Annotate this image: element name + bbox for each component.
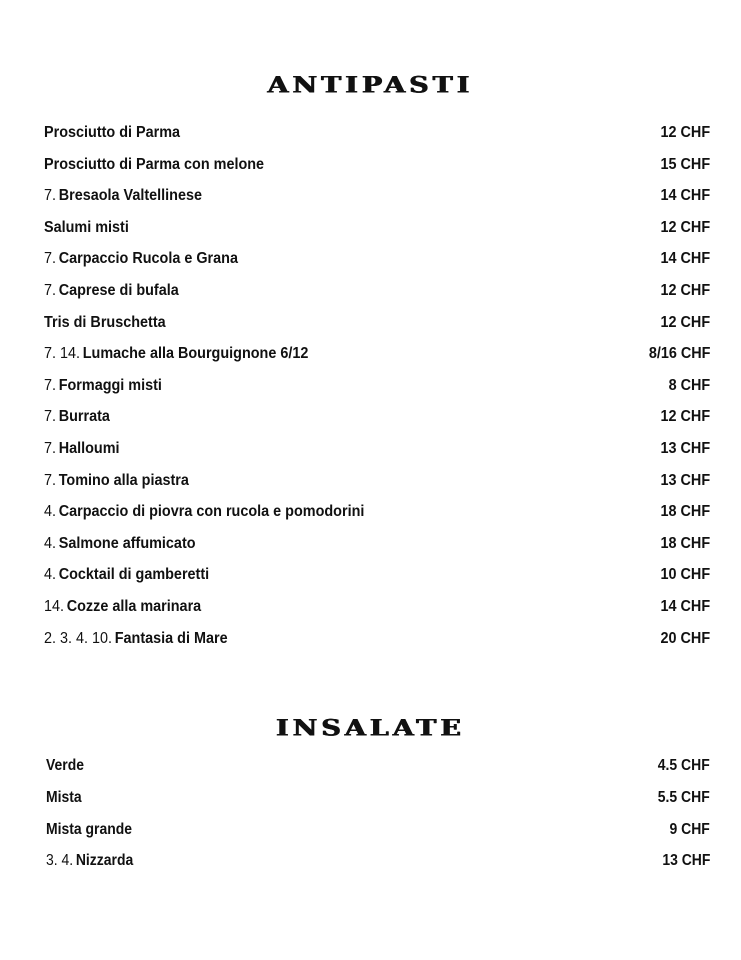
allergen-codes: 7. — [44, 439, 57, 457]
item-name-wrapper — [44, 598, 201, 616]
menu-item — [44, 219, 710, 251]
menu-item — [44, 282, 710, 314]
allergen-codes: 7. — [44, 471, 57, 489]
menu-item — [44, 598, 710, 630]
allergen-codes: 4. — [44, 566, 57, 584]
item-name-wrapper — [44, 282, 179, 300]
dish-price: 15 CHF — [660, 155, 710, 173]
menu-item — [46, 852, 710, 884]
dish-name: Carpaccio di piovra con rucola e pomodorini — [58, 503, 365, 521]
dish-name: Carpaccio Rucola e Grana — [58, 250, 238, 268]
menu-item — [44, 408, 710, 440]
menu-item — [46, 821, 710, 853]
allergen-codes: 3. 4. — [46, 852, 74, 870]
item-name-wrapper — [46, 821, 132, 839]
allergen-codes: 4. — [44, 534, 57, 552]
dish-price: 12 CHF — [660, 313, 710, 331]
allergen-codes: 2. 3. 4. 10. — [44, 629, 113, 647]
menu-item — [44, 345, 710, 377]
dish-name: Tomino alla piastra — [58, 471, 189, 489]
allergen-codes: 4. — [44, 503, 57, 521]
dish-price: 10 CHF — [660, 566, 710, 584]
dish-price: 20 CHF — [660, 629, 710, 647]
menu-item — [46, 757, 710, 789]
dish-price: 4.5 CHF — [658, 757, 710, 774]
insalate-list — [46, 757, 710, 884]
section-title-antipasti: ANTIPASTI — [267, 72, 474, 99]
dish-name: Prosciutto di Parma — [44, 124, 181, 141]
menu-item — [44, 187, 710, 219]
item-name-wrapper — [44, 472, 189, 490]
dish-price: 13 CHF — [661, 852, 710, 870]
menu-item — [44, 250, 710, 282]
dish-price: 12 CHF — [660, 218, 710, 236]
allergen-codes: 7. — [44, 281, 57, 299]
dish-name: Halloumi — [58, 439, 120, 457]
item-name-wrapper — [46, 789, 82, 807]
item-name-wrapper — [44, 440, 120, 458]
dish-name: Burrata — [58, 408, 110, 426]
item-name-wrapper — [44, 345, 308, 363]
antipasti-list — [44, 124, 710, 661]
menu-item — [44, 156, 710, 188]
dish-name: Salmone affumicato — [58, 534, 196, 552]
allergen-codes: 7. 14. — [44, 345, 81, 363]
menu-item — [44, 535, 710, 567]
menu-item — [44, 566, 710, 598]
dish-name: Caprese di bufala — [58, 281, 179, 299]
dish-price: 9 CHF — [669, 820, 710, 838]
item-name-wrapper — [44, 124, 180, 142]
menu-item — [44, 440, 710, 472]
dish-name: Bresaola Valtellinese — [58, 187, 202, 205]
item-name-wrapper — [44, 630, 228, 648]
dish-name: Fantasia di Mare — [114, 629, 228, 647]
section-title-insalate: INSALATE — [276, 715, 465, 742]
dish-name: Verde — [46, 757, 85, 774]
dish-price: 12 CHF — [660, 281, 710, 299]
dish-name: Cozze alla marinara — [66, 597, 202, 615]
item-name-wrapper — [44, 156, 264, 174]
dish-price: 12 CHF — [660, 408, 710, 426]
item-name-wrapper — [46, 757, 84, 775]
dish-price: 13 CHF — [660, 471, 710, 489]
menu-item — [46, 789, 710, 821]
dish-name: Salumi misti — [44, 218, 129, 236]
item-name-wrapper — [44, 187, 202, 205]
menu-item — [44, 124, 710, 156]
dish-price: 8 CHF — [668, 376, 710, 394]
dish-price: 13 CHF — [660, 439, 710, 457]
menu-item — [44, 503, 710, 535]
dish-price: 18 CHF — [660, 503, 710, 521]
dish-name: Mista — [46, 788, 82, 806]
item-name-wrapper — [44, 219, 129, 237]
item-name-wrapper — [44, 377, 162, 395]
dish-price: 18 CHF — [660, 534, 710, 552]
allergen-codes: 7. — [44, 250, 57, 268]
item-name-wrapper — [44, 503, 364, 521]
dish-price: 14 CHF — [660, 597, 710, 615]
dish-price: 5.5 CHF — [658, 788, 710, 806]
dish-price: 14 CHF — [660, 187, 710, 205]
menu-item — [44, 472, 710, 504]
item-name-wrapper — [44, 314, 166, 332]
allergen-codes: 7. — [44, 408, 57, 426]
dish-name: Tris di Bruschetta — [44, 313, 166, 331]
item-name-wrapper — [44, 408, 110, 426]
dish-name: Nizzarda — [75, 852, 134, 870]
menu-item — [44, 377, 710, 409]
dish-name: Cocktail di gamberetti — [58, 566, 210, 584]
dish-name: Prosciutto di Parma con melone — [44, 155, 265, 173]
item-name-wrapper — [46, 852, 133, 870]
dish-name: Lumache alla Bourguignone 6/12 — [82, 345, 309, 363]
allergen-codes: 7. — [44, 376, 57, 394]
dish-name: Mista grande — [46, 820, 133, 838]
allergen-codes: 7. — [44, 187, 57, 205]
allergen-codes: 14. — [44, 597, 65, 615]
item-name-wrapper — [44, 250, 238, 268]
menu-item — [44, 630, 710, 662]
item-name-wrapper — [44, 535, 196, 553]
dish-price: 12 CHF — [660, 124, 710, 141]
menu-item — [44, 314, 710, 346]
dish-name: Formaggi misti — [58, 376, 162, 394]
item-name-wrapper — [44, 566, 209, 584]
dish-price: 8/16 CHF — [648, 345, 710, 363]
dish-price: 14 CHF — [660, 250, 710, 268]
